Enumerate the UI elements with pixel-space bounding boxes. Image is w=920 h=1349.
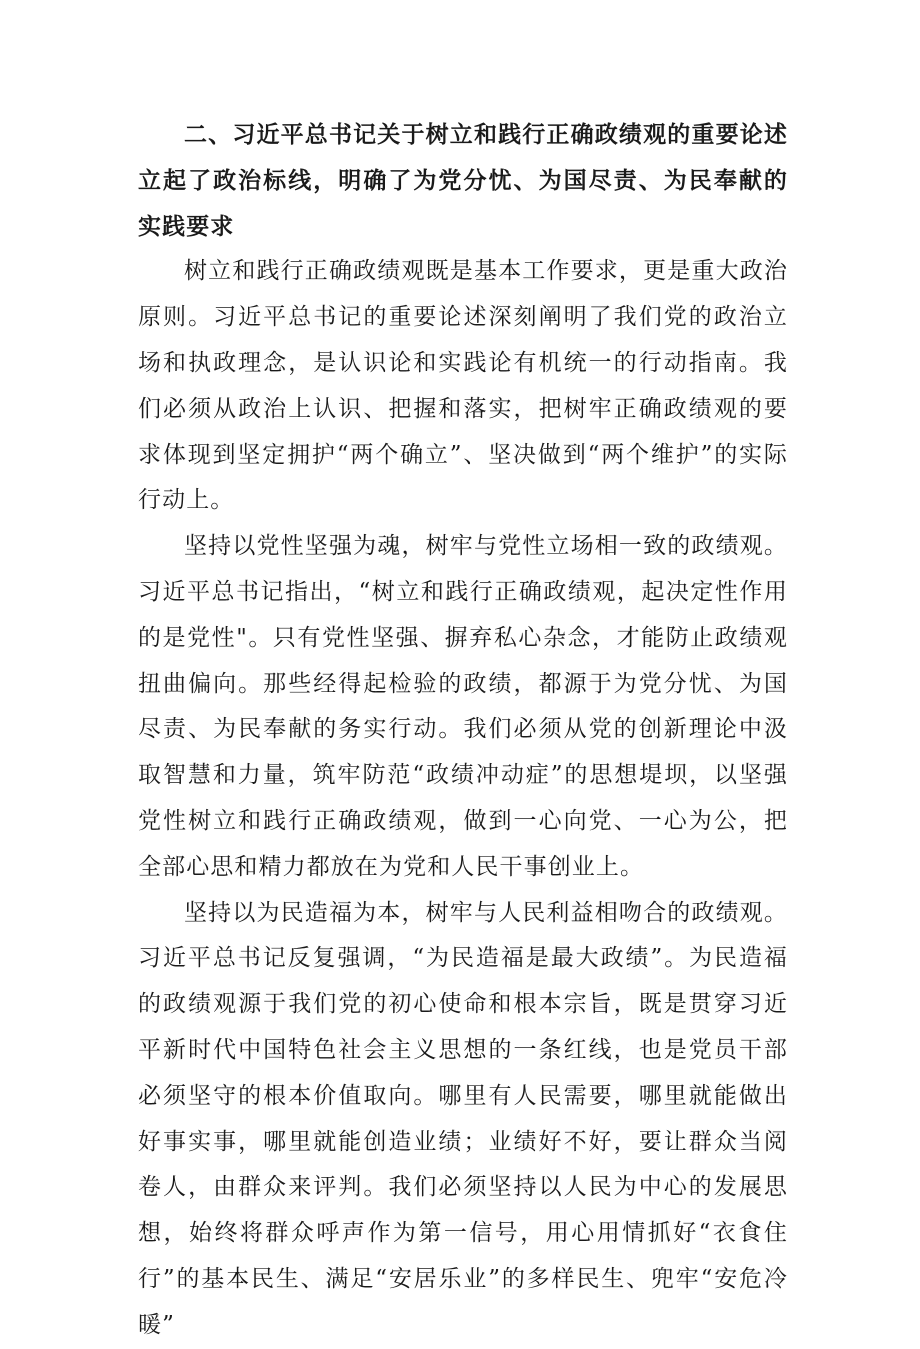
- document-body: [138, 112, 788, 1349]
- paragraph-3: 坚持以为民造福为本，树牢与人民利益相吻合的政绩观。习近平总书记反复强调，“为民造福是最大政绩”。为民造福的政绩观源于我们党的初心使命和根本宗旨，既是贯穿习近平新时代中国特色社会主义思想的一条红线，也是党员干部必须坚守的根本价值取向。哪里有人民需要，哪里就能做出好事实事，哪里就能创造业绩；业绩好不好，要让群众当阅卷人，由群众来评判。我们必须坚持以人民为中心的发展思想，始终将群众呼声作为第一信号，用心用情抓好“衣食住行”的基本民生、满足“安居乐业”的多样民生、兜牢“安危冷暖”: [138, 899, 788, 1338]
- section-heading: 二、习近平总书记关于树立和践行正确政绩观的重要论述立起了政治标线，明确了为党分忧、为国尽责、为民奉献的实践要求: [138, 121, 788, 240]
- paragraph-2: 坚持以党性坚强为魂，树牢与党性立场相一致的政绩观。习近平总书记指出，“树立和践行正确政绩观，起决定性作用的是党性"。只有党性坚强、摒弃私心杂念，才能防止政绩观扭曲偏向。那些经得起检验的政绩，都源于为党分忧、为国尽责、为民奉献的务实行动。我们必须从党的创新理论中汲取智慧和力量，筑牢防范“政绩冲动症”的思想堤坝，以坚强党性树立和践行正确政绩观，做到一心向党、一心为公，把全部心思和精力都放在为党和人民干事创业上。: [138, 533, 788, 880]
- paragraph-1: 树立和践行正确政绩观既是基本工作要求，更是重大政治原则。习近平总书记的重要论述深刻阐明了我们党的政治立场和执政理念，是认识论和实践论有机统一的行动指南。我们必须从政治上认识、把握和落实，把树牢正确政绩观的要求体现到坚定拥护“两个确立”、坚决做到“两个维护”的实际行动上。: [138, 258, 788, 514]
